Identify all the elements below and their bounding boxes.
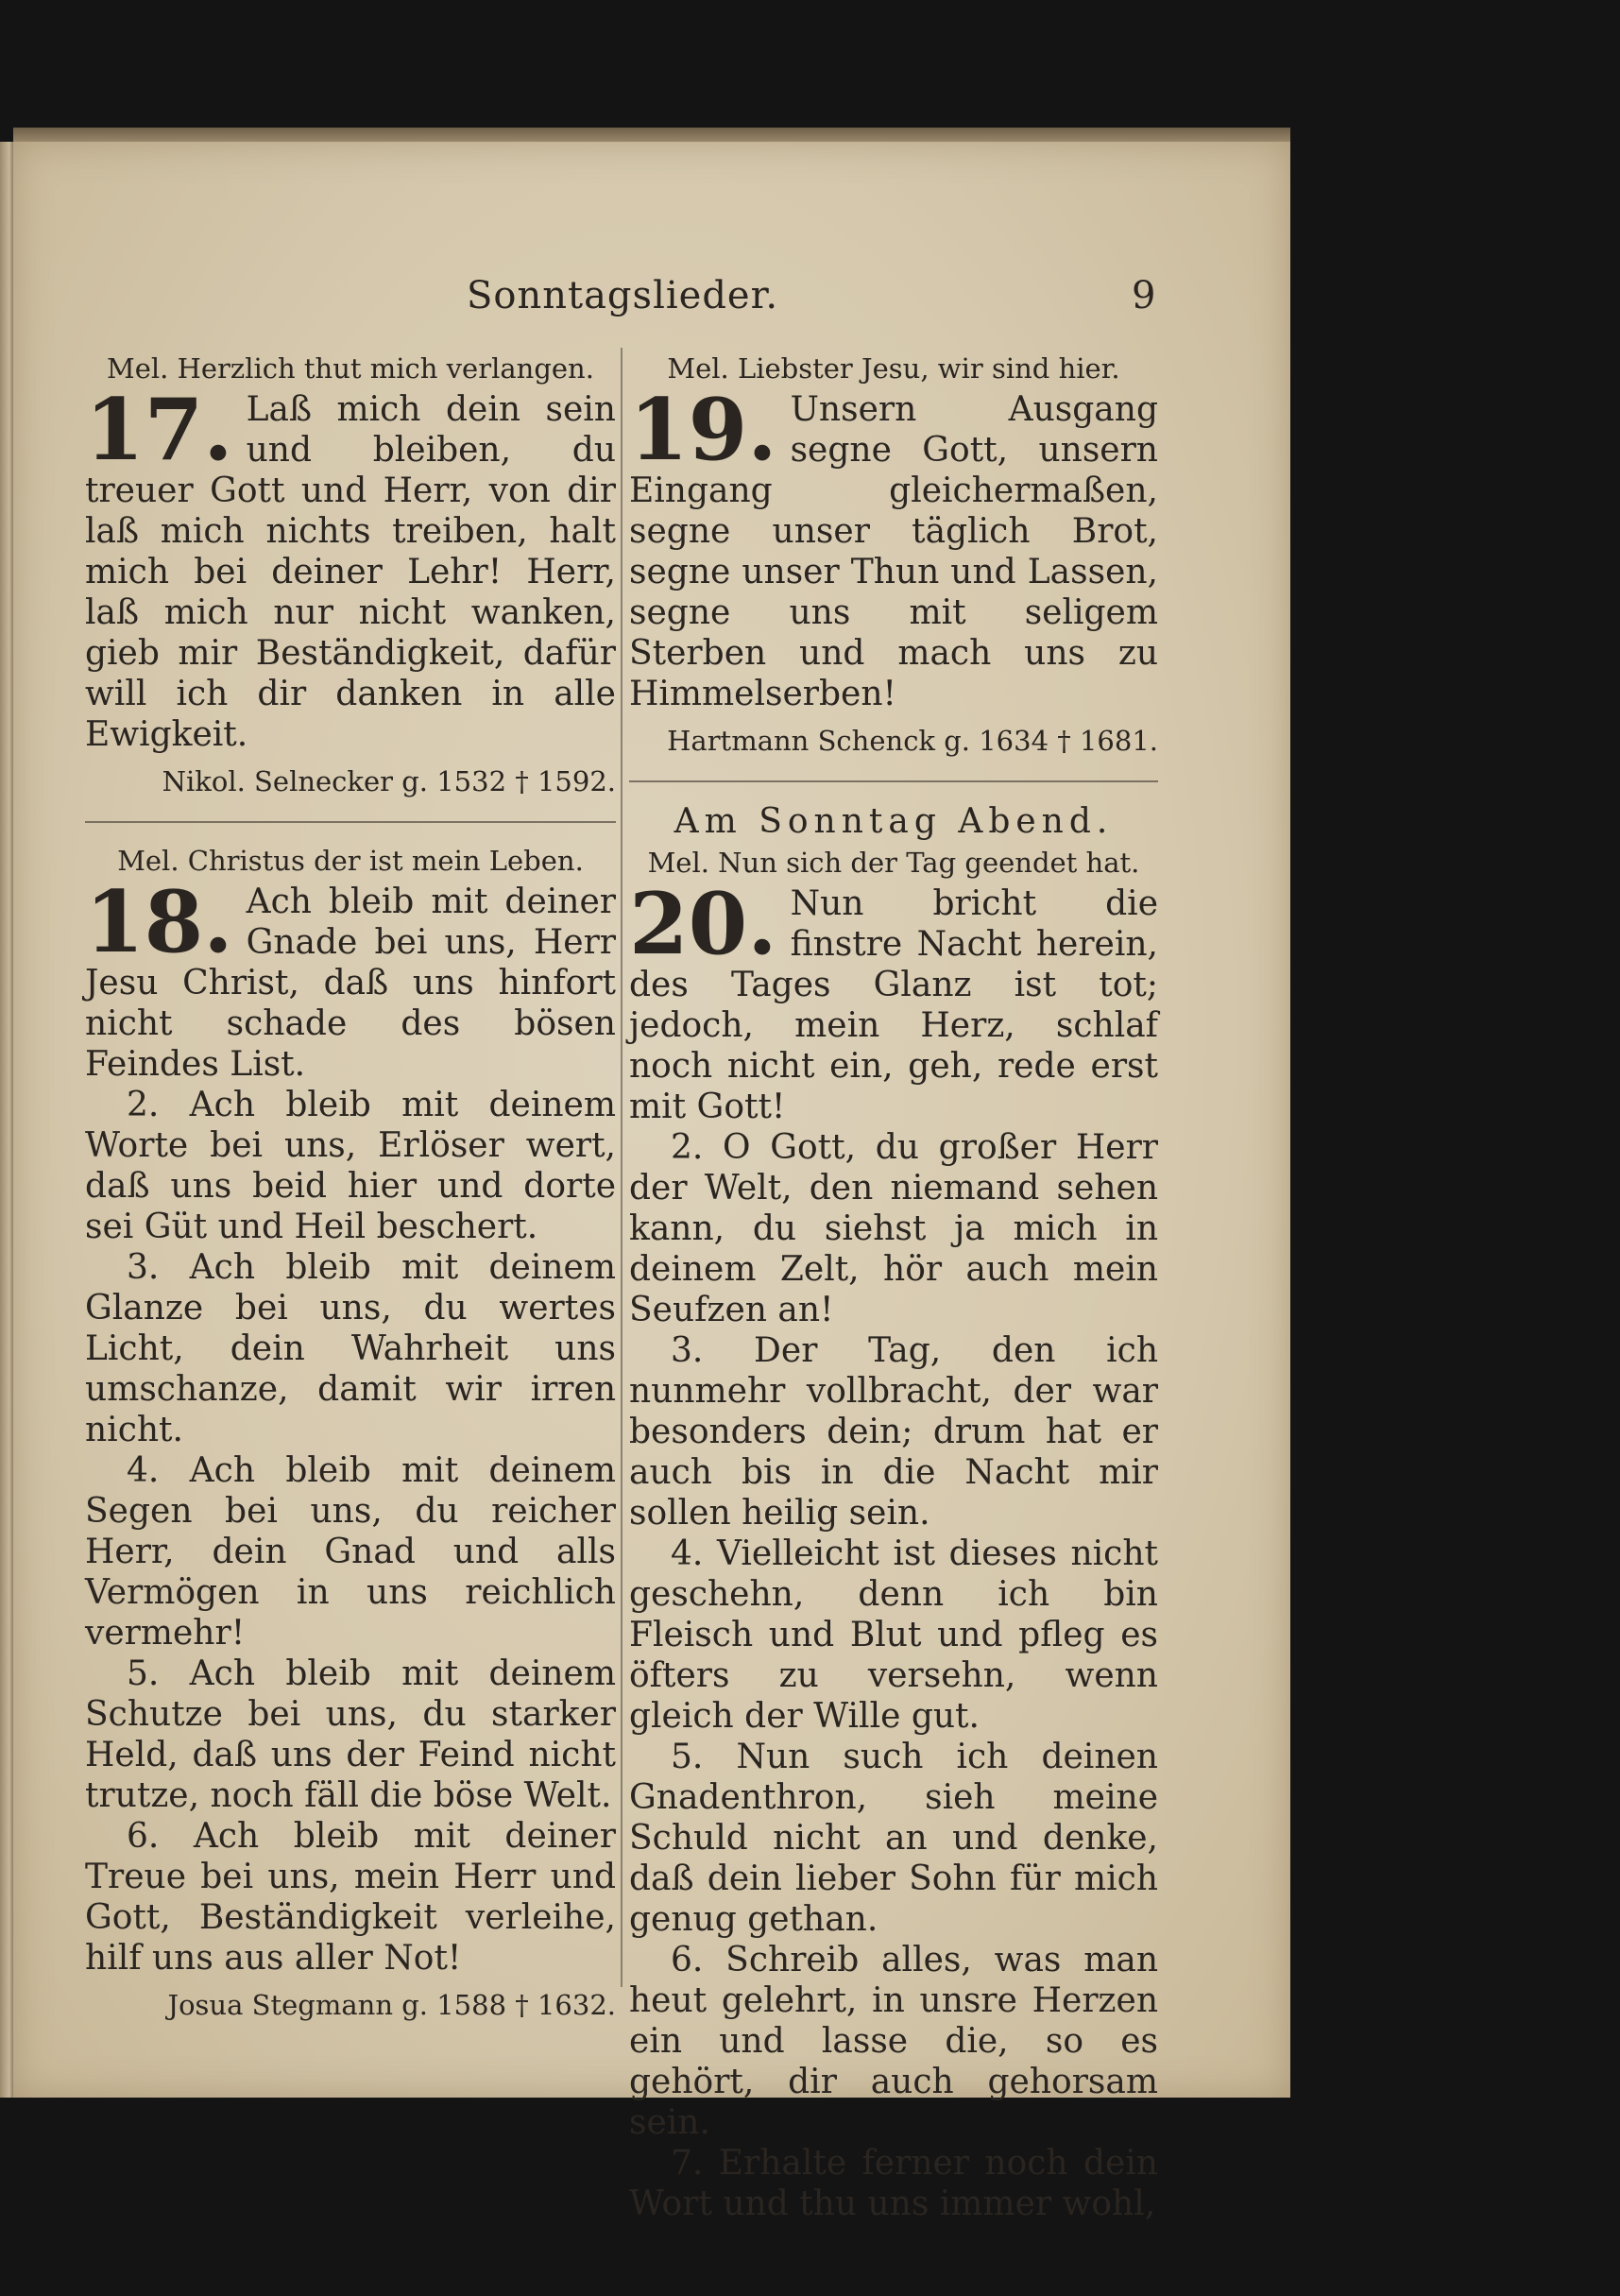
hymn-separator xyxy=(85,821,616,823)
melody-line: Mel. Liebster Jesu, wir sind hier. xyxy=(667,352,1120,385)
hymn-text: Nun bricht die finstre Nacht herein, des Tages Glanz ist tot; jedoch, mein Herz, schlaf noch nicht ein, geh, rede erst mit Gott! xyxy=(629,884,1158,1126)
hymn-author: Josua Stegmann g. 1588 † 1632. xyxy=(167,1989,616,2021)
right-column xyxy=(629,350,1158,2224)
stanza: 5. Nun such ich deinen Gnadenthron, sieh meine Schuld nicht an und denke, daß dein lieber Sohn für mich genug gethan. xyxy=(629,1738,1158,1939)
hymn-text: Ach bleib mit deiner Gnade bei uns, Herr Jesu Christ, daß uns hinfort nicht schade des bösen Feindes List. xyxy=(85,882,616,1084)
hymn-first-stanza xyxy=(85,380,616,755)
stanza: 5. Ach bleib mit deinem Schutze bei uns, du starker Held, daß uns der Feind nicht trutze, noch fäll die böse Welt. xyxy=(85,1654,616,1815)
running-head: Sonntagslieder. xyxy=(467,274,779,317)
hymn-number: 17. xyxy=(85,380,233,480)
hymn-first-stanza xyxy=(629,380,1158,714)
hymn-19 xyxy=(629,350,1158,760)
hymn-number: 20. xyxy=(629,874,777,974)
hymn-author: Nikol. Selnecker g. 1532 † 1592. xyxy=(162,765,616,797)
hymn-first-stanza xyxy=(85,872,616,1085)
melody-line: Mel. Nun sich der Tag geendet hat. xyxy=(647,847,1140,879)
hymn-number: 19. xyxy=(629,380,777,480)
stanza: 2. Ach bleib mit deinem Worte bei uns, Erlöser wert, daß uns beid hier und dorte sei Güt und Heil beschert. xyxy=(85,1086,616,1246)
hymn-author: Hartmann Schenck g. 1634 † 1681. xyxy=(667,725,1158,757)
melody-line: Mel. Herzlich thut mich verlangen. xyxy=(107,352,594,385)
left-column xyxy=(85,350,616,2024)
book-page xyxy=(13,142,1290,2223)
stanza: 6. Schreib alles, was man heut gelehrt, in unsre Herzen ein und lasse die, so es gehört, dir auch gehorsam sein. xyxy=(629,1941,1158,2142)
stanza: 6. Ach bleib mit deiner Treue bei uns, mein Herr und Gott, Beständigkeit verleihe, hilf uns aus aller Not! xyxy=(85,1817,616,1978)
hymn-18 xyxy=(85,842,616,2024)
stanza: 7. Erhalte ferner noch dein Wort und thu uns immer wohl, xyxy=(629,2144,1158,2223)
stanza: 4. Vielleicht ist dieses nicht geschehn, denn ich bin Fleisch und Blut und pfleg es öfters zu versehn, wenn gleich der Wille gut. xyxy=(629,1534,1158,1736)
hymn-number: 18. xyxy=(85,872,233,972)
hymn-separator xyxy=(629,780,1158,782)
page-number: 9 xyxy=(1132,274,1156,317)
hymn-first-stanza xyxy=(629,874,1158,1127)
book-spine-edge xyxy=(0,142,13,2098)
stanza: 3. Ach bleib mit deinem Glanze bei uns, du wertes Licht, dein Wahrheit uns umschanze, damit wir irren nicht. xyxy=(85,1248,616,1449)
hymn-17 xyxy=(85,350,616,800)
hymn-text: Unsern Ausgang segne Gott, unsern Eingang gleichermaßen, segne unser täglich Brot, segne unser Thun und Lassen, segne uns mit seligem Sterben und mach uns zu Himmelserben! xyxy=(629,390,1158,713)
hymn-20 xyxy=(629,844,1158,2224)
stanza: 4. Ach bleib mit deinem Segen bei uns, du reicher Herr, dein Gnad und alls Vermögen in uns reichlich vermehr! xyxy=(85,1451,616,1653)
melody-line: Mel. Christus der ist mein Leben. xyxy=(117,845,584,877)
column-divider xyxy=(621,348,622,1987)
stanza: 2. O Gott, du großer Herr der Welt, den niemand sehen kann, du siehst ja mich in deinem Zelt, hör auch mein Seufzen an! xyxy=(629,1128,1158,1329)
hymn-text: Laß mich dein sein und bleiben, du treuer Gott und Herr, von dir laß mich nichts treiben, halt mich bei deiner Lehr! Herr, laß mich nur nicht wanken, gieb mir Beständigkeit, dafür will ich dir danken in alle Ewigkeit. xyxy=(85,390,616,754)
stanza: 3. Der Tag, den ich nunmehr vollbracht, der war besonders dein; drum hat er auch bis in die Nacht mir sollen heilig sein. xyxy=(629,1331,1158,1533)
section-heading: Am Sonntag Abend. xyxy=(674,802,1114,841)
